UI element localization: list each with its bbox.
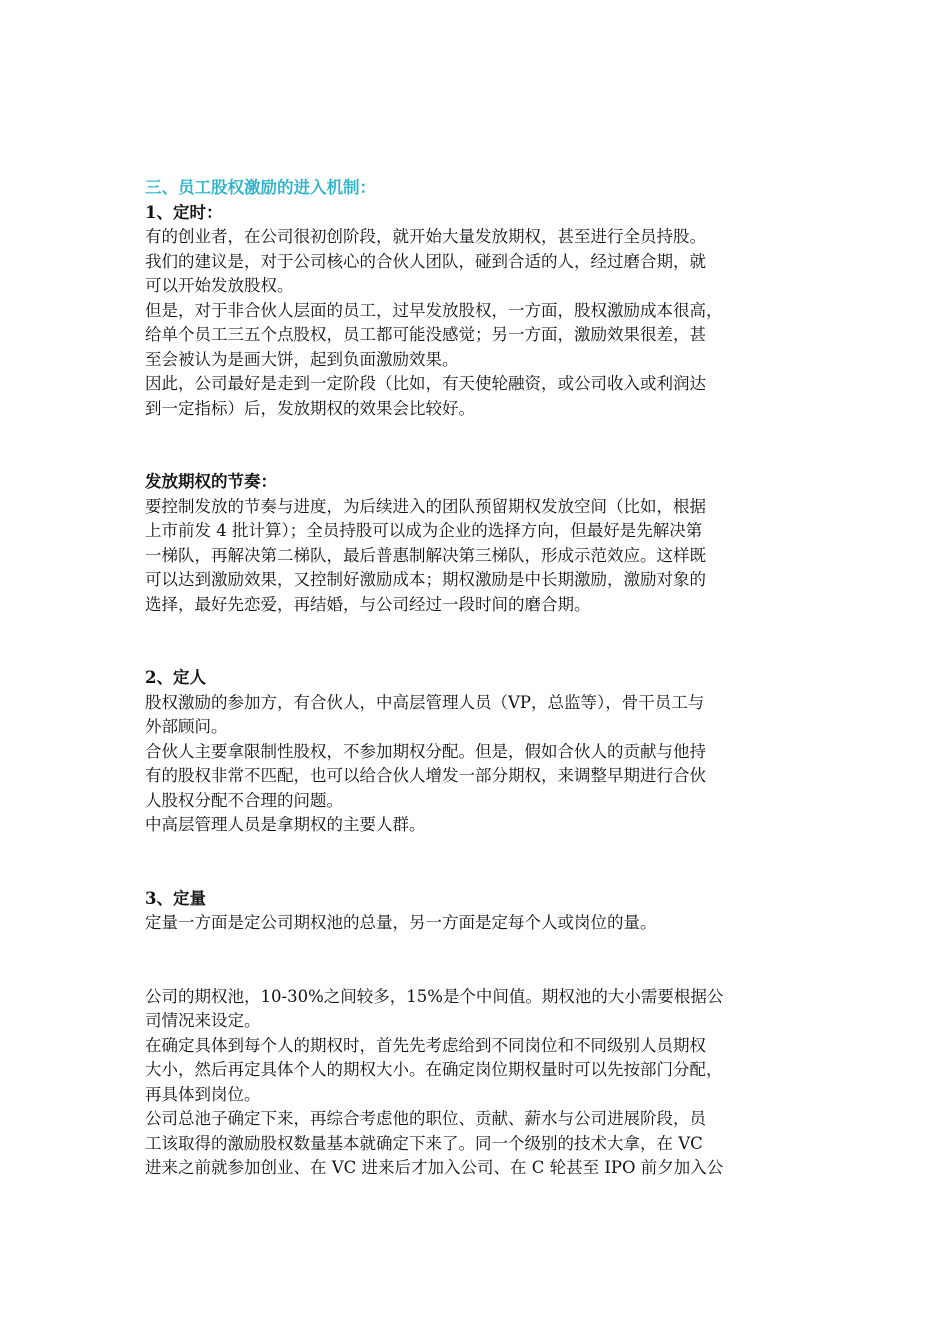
paragraph-line: 中高层管理人员是拿期权的主要人群。 [145, 815, 426, 834]
paragraph-line: 到一定指标）后，发放期权的效果会比较好。 [145, 398, 475, 418]
spacer [145, 838, 810, 887]
document-body [145, 176, 810, 1181]
paragraph-line: 有的创业者，在公司很初创阶段，就开始大量发放期权，甚至进行全员持股。 [145, 227, 706, 246]
quantity-heading: 3、定量 [145, 888, 206, 908]
paragraph-line: 一梯队，再解决第二梯队，最后普惠制解决第三梯队，形成示范效应。这样既 [145, 545, 706, 565]
paragraph-line: 我们的建议是，对于公司核心的合伙人团队，碰到合适的人，经过磨合期，就 [145, 251, 706, 271]
paragraph-line: 要控制发放的节奏与进度，为后续进入的团队预留期权发放空间（比如，根据 [145, 496, 706, 516]
spacer [145, 936, 810, 985]
paragraph-line: 至会被认为是画大饼，起到负面激励效果。 [145, 349, 459, 369]
paragraph-line: 上市前发 4 批计算）；全员持股可以成为企业的选择方向，但最好是先解决第 [145, 521, 703, 540]
paragraph-line: 进来之前就参加创业、在 VC 进来后才加入公司、在 C 轮甚至 IPO 前夕加入公 [145, 1158, 724, 1177]
paragraph-line: 司情况来设定。 [145, 1011, 261, 1030]
paragraph-line: 但是，对于非合伙人层面的员工，过早发放股权，一方面，股权激励成本很高， [145, 300, 723, 320]
paragraph-line: 合伙人主要拿限制性股权，不参加期权分配。但是，假如合伙人的贡献与他持 [145, 741, 706, 761]
paragraph-line: 可以开始发放股权。 [145, 276, 294, 295]
people-heading: 2、定人 [145, 668, 206, 687]
paragraph-line: 有的股权非常不匹配，也可以给合伙人增发一部分期权，来调整早期进行合伙 [145, 766, 706, 785]
paragraph-line: 再具体到岗位。 [145, 1084, 261, 1104]
paragraph-line: 可以达到激励效果，又控制好激励成本；期权激励是中长期激励，激励对象的 [145, 570, 706, 589]
paragraph-line: 外部顾问。 [145, 717, 228, 736]
paragraph-line: 因此，公司最好是走到一定阶段（比如，有天使轮融资，或公司收入或利润达 [145, 374, 706, 393]
section-title: 三、员工股权激励的进入机制： [145, 178, 376, 197]
paragraph-line: 定量一方面是定公司期权池的总量，另一方面是定每个人或岗位的量。 [145, 913, 657, 932]
spacer [145, 421, 810, 470]
paragraph-line: 股权激励的参加方，有合伙人，中高层管理人员（VP，总监等），骨干员工与 [145, 692, 705, 712]
paragraph-line: 公司总池子确定下来，再综合考虑他的职位、贡献、薪水与公司进展阶段，员 [145, 1109, 706, 1128]
spacer [145, 617, 810, 666]
paragraph-line: 选择，最好先恋爱，再结婚，与公司经过一段时间的磨合期。 [145, 594, 591, 614]
paragraph-line: 在确定具体到每个人的期权时，首先先考虑给到不同岗位和不同级别人员期权 [145, 1035, 706, 1055]
paragraph-line: 公司的期权池，10-30%之间较多，15%是个中间值。期权池的大小需要根据公 [145, 986, 724, 1006]
paragraph-line: 给单个员工三五个点股权，员工都可能没感觉；另一方面，激励效果很差，甚 [145, 325, 706, 344]
paragraph-line: 工该取得的激励股权数量基本就确定下来了。同一个级别的技术大拿，在 VC [145, 1133, 703, 1153]
paragraph-line: 人股权分配不合理的问题。 [145, 790, 343, 810]
paragraph-line: 大小，然后再定具体个人的期权大小。在确定岗位期权量时可以先按部门分配， [145, 1060, 723, 1079]
rhythm-heading: 发放期权的节奏： [145, 472, 277, 491]
timing-heading: 1、定时： [145, 202, 223, 222]
